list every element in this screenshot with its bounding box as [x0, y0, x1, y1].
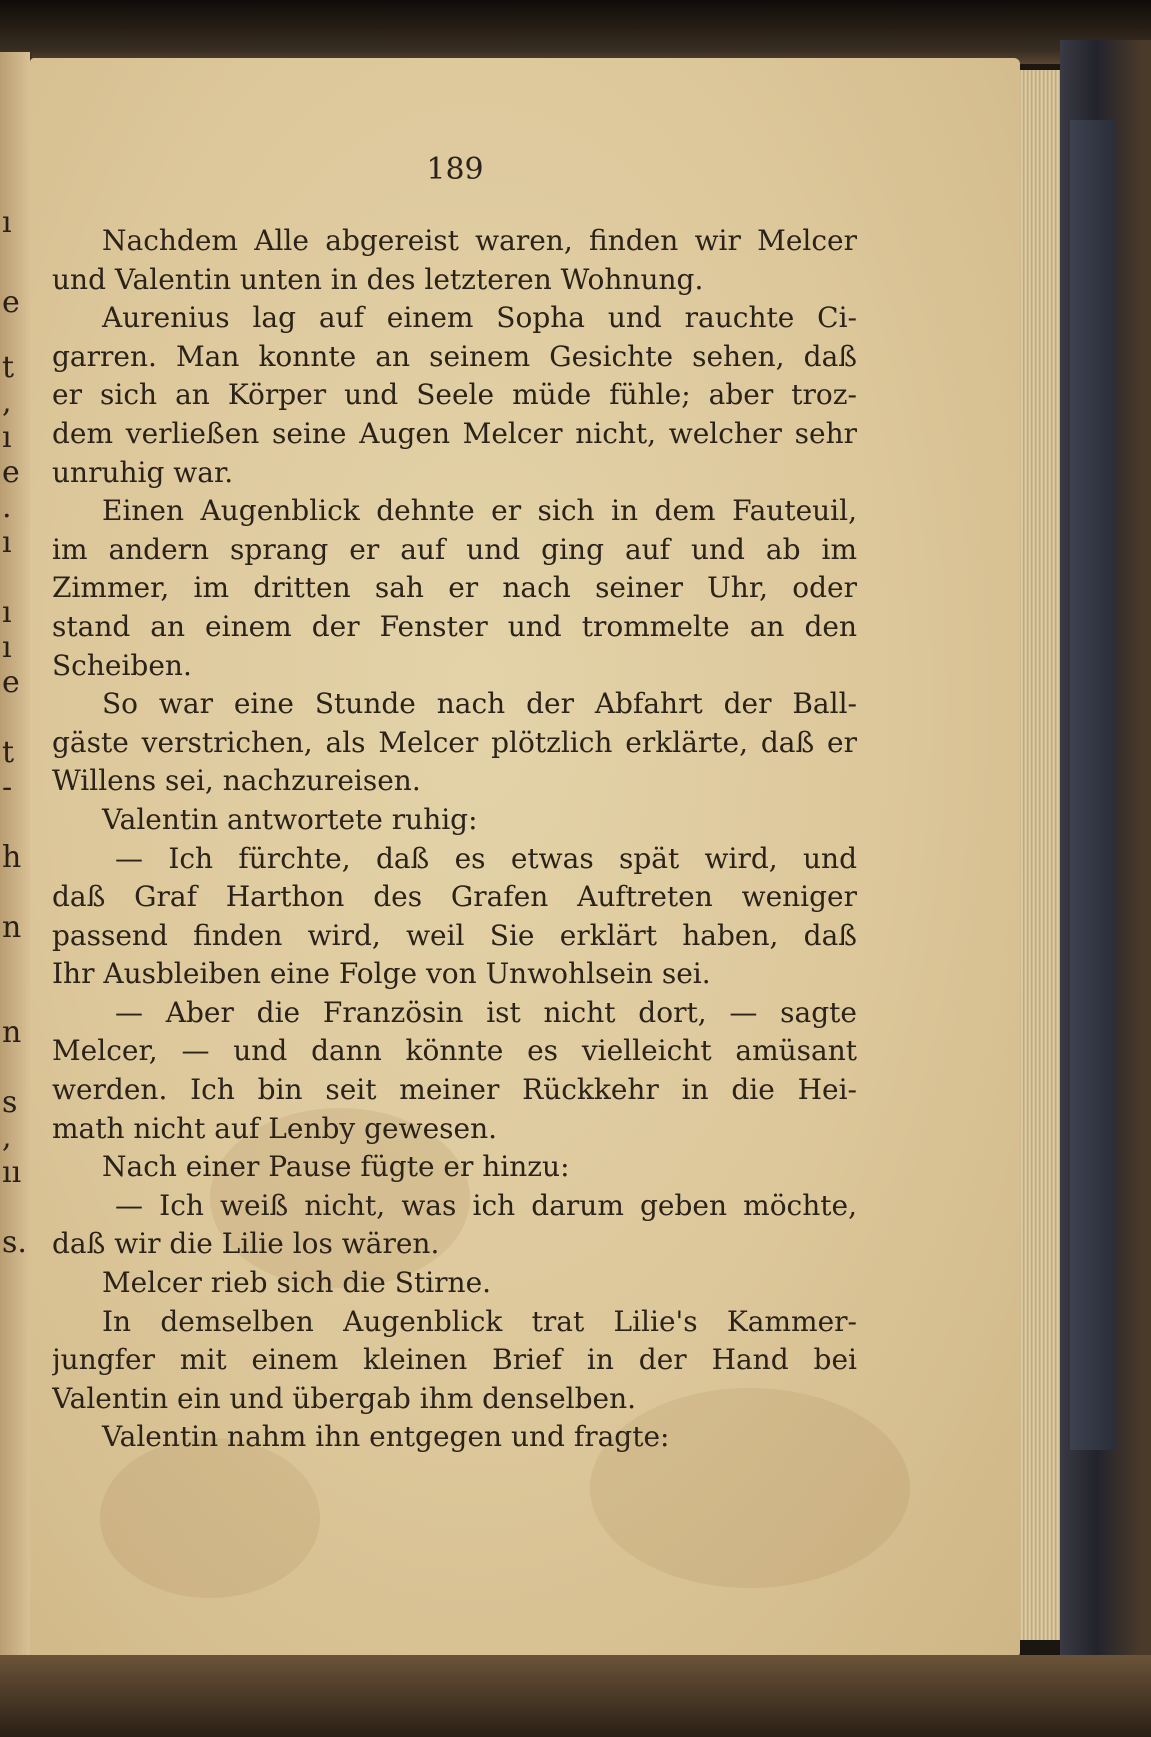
book-cover-top	[0, 0, 1151, 64]
previous-page-letter: ,	[2, 385, 12, 420]
text-line: gäste verstrichen, als Melcer plötzlich erklärte, daß er	[52, 725, 857, 759]
previous-page-letter: ı	[2, 595, 12, 630]
previous-page-letter: e	[2, 665, 20, 700]
previous-page-letter: ,	[2, 1120, 12, 1155]
text-line: — Aber die Französin ist nicht dort, — sagte	[115, 995, 857, 1029]
text-line: stand an einem der Fenster und trommelte an den	[52, 609, 857, 643]
text-line: daß wir die Lilie los wären.	[52, 1227, 440, 1261]
text-line: im andern sprang er auf und ging auf und ab im	[52, 532, 857, 566]
previous-page-letter: ı	[2, 420, 12, 455]
previous-page-letter: ı	[2, 630, 12, 665]
previous-page-edge	[0, 52, 32, 1692]
text-line: er sich an Körper und Seele müde fühle; aber troz-	[52, 378, 857, 412]
text-line: — Ich fürchte, daß es etwas spät wird, und	[115, 841, 857, 875]
previous-page-letter: ı	[2, 525, 12, 560]
text-line: und Valentin unten in des letzteren Wohnung.	[52, 262, 704, 296]
text-line: Scheiben.	[52, 648, 192, 682]
text-line: Zimmer, im dritten sah er nach seiner Uhr, oder	[52, 571, 857, 605]
previous-page-letter: -	[2, 770, 13, 805]
text-line: — Ich weiß nicht, was ich darum geben möchte,	[115, 1188, 857, 1222]
spine-band	[1070, 120, 1115, 1450]
text-line: unruhig war.	[52, 455, 234, 489]
text-line: Willens sei, nachzureisen.	[52, 764, 421, 798]
previous-page-letter: t	[2, 350, 15, 385]
text-line: Valentin antwortete ruhig:	[102, 802, 478, 836]
previous-page-letter: ı	[2, 205, 12, 240]
text-line: Valentin nahm ihn entgegen und fragte:	[102, 1420, 670, 1454]
text-line: math nicht auf Lenby gewesen.	[52, 1111, 498, 1145]
text-line: dem verließen seine Augen Melcer nicht, welcher sehr	[52, 416, 857, 450]
text-line: garren. Man konnte an seinem Gesichte sehen, daß	[52, 339, 857, 373]
text-line: passend finden wird, weil Sie erklärt haben, daß	[52, 918, 857, 952]
text-line: Melcer, — und dann könnte es vielleicht amüsant	[52, 1034, 857, 1068]
previous-page-letter: ıı	[2, 1155, 22, 1190]
text-line: Nachdem Alle abgereist waren, finden wir Melcer	[102, 224, 857, 257]
text-line: So war eine Stunde nach der Abfahrt der Ball-	[102, 687, 857, 721]
text-line: Nach einer Pause fügte er hinzu:	[102, 1150, 570, 1184]
previous-page-letter: e	[2, 285, 20, 320]
body-text	[52, 222, 857, 1457]
text-line: Melcer rieb sich die Stirne.	[102, 1266, 492, 1300]
previous-page-letter: n	[2, 910, 22, 945]
previous-page-letter: n	[2, 1015, 22, 1050]
page-number: 189	[426, 152, 484, 187]
text-line: jungfer mit einem kleinen Brief in der Hand bei	[52, 1343, 857, 1377]
previous-page-letter: s	[2, 1085, 18, 1120]
paper-stain	[100, 1438, 320, 1598]
text-line: daß Graf Harthon des Grafen Auftreten weniger	[52, 880, 857, 914]
previous-page-letter: .	[2, 490, 12, 525]
previous-page-letter: t	[2, 735, 15, 770]
previous-page-letter: e	[2, 455, 20, 490]
previous-page-letter: h	[2, 840, 22, 875]
text-line: Valentin ein und übergab ihm denselben.	[52, 1381, 637, 1415]
book-cover-bottom	[0, 1655, 1151, 1737]
text-line: Aurenius lag auf einem Sopha und rauchte Ci-	[102, 301, 857, 335]
text-line: Einen Augenblick dehnte er sich in dem Fauteuil,	[102, 494, 857, 528]
text-line: Ihr Ausbleiben eine Folge von Unwohlsein sei.	[52, 957, 711, 991]
previous-page-letter: s.	[2, 1225, 27, 1260]
text-line: In demselben Augenblick trat Lilie's Kammer-	[102, 1304, 857, 1338]
text-line: werden. Ich bin seit meiner Rückkehr in die Hei-	[52, 1073, 857, 1107]
